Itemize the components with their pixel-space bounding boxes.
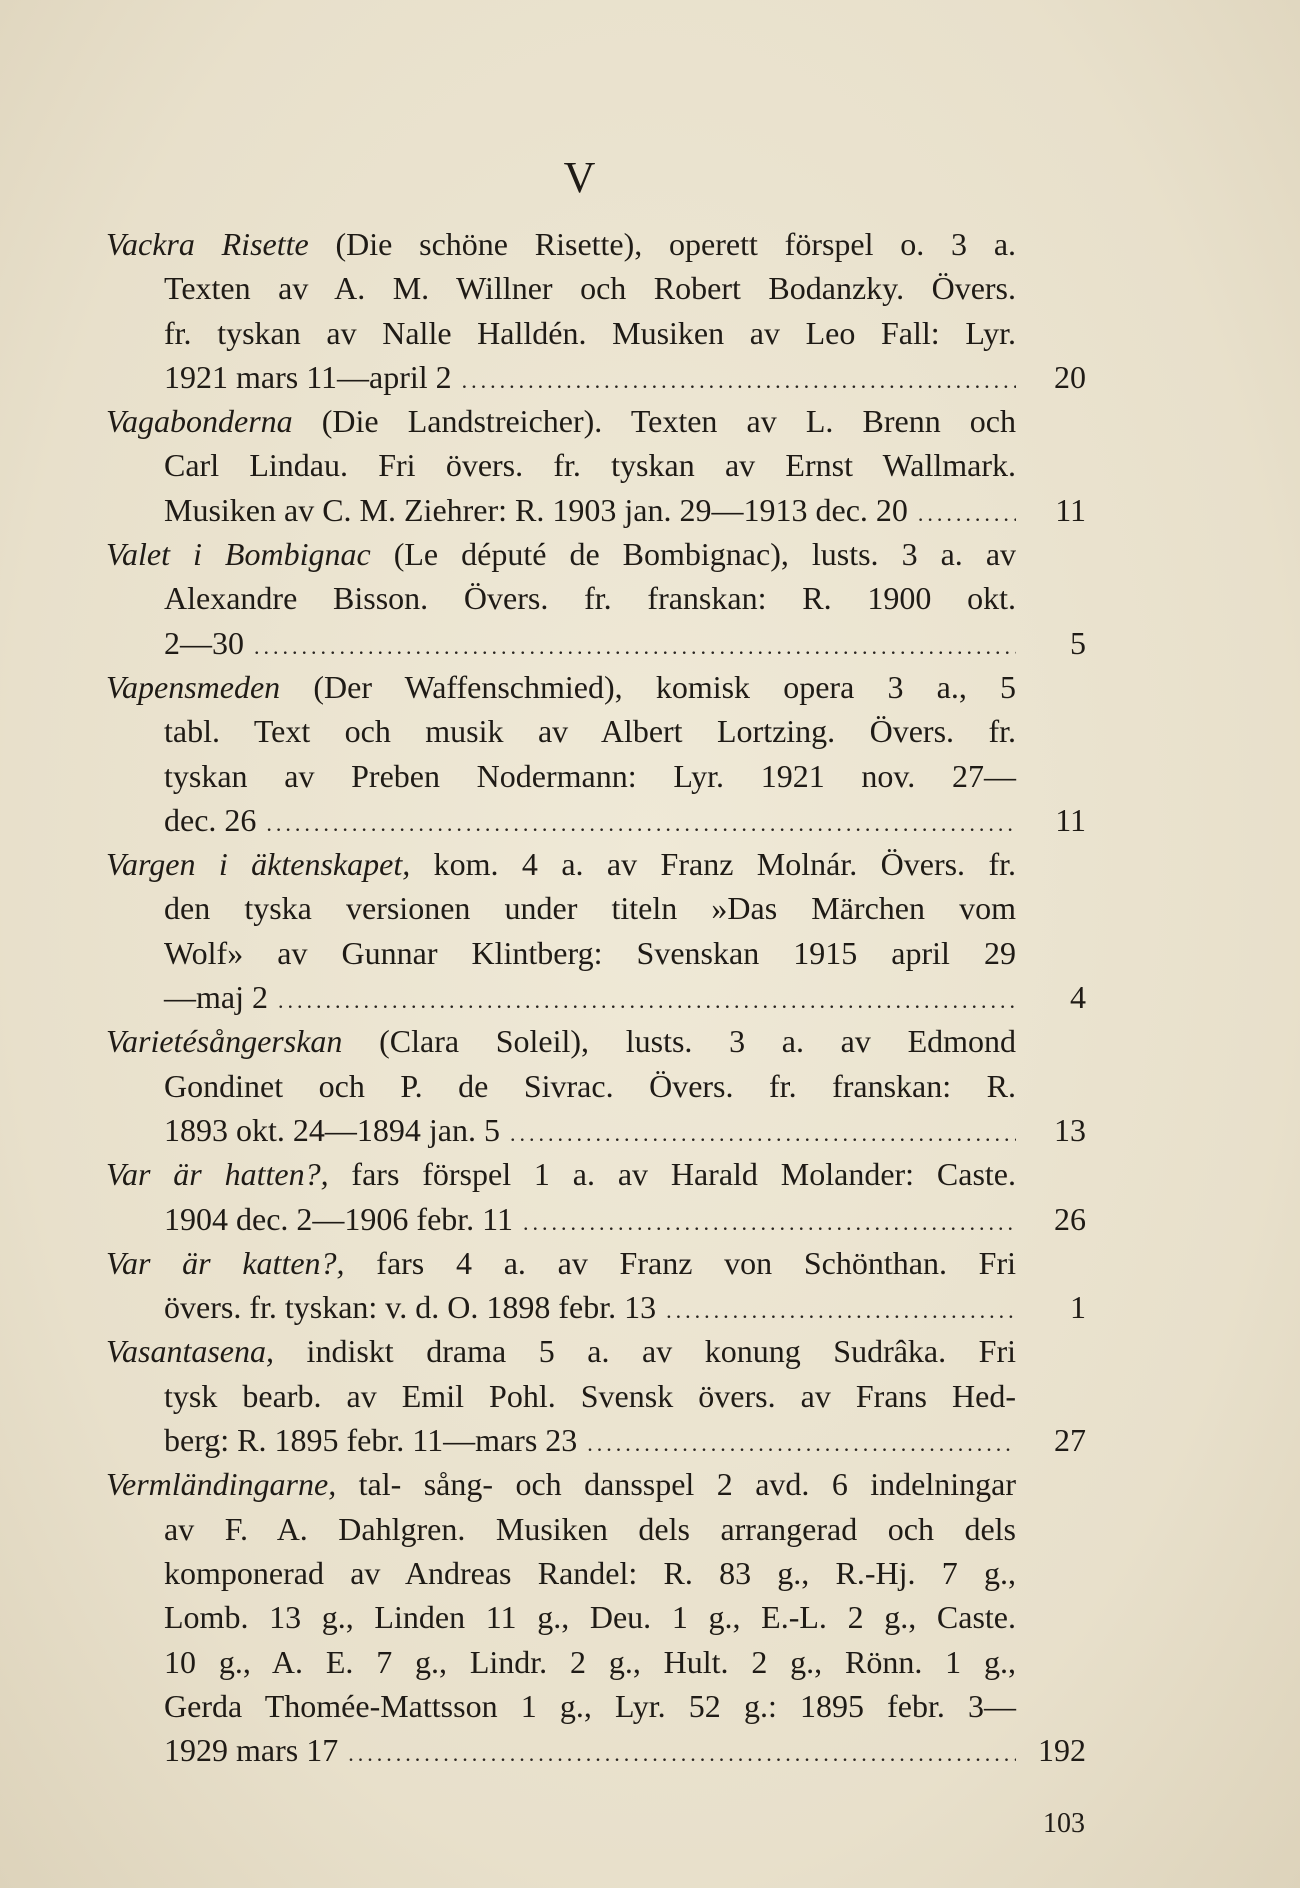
- entry-text: tysk bearb. av Emil Pohl. Svensk övers. av Frans Hed-: [164, 1377, 1016, 1414]
- entry-line-text: [164, 443, 1016, 487]
- entry-title: Valet i Bombignac: [106, 536, 371, 573]
- page-number: 103: [1043, 1808, 1085, 1839]
- entry-text: (Die Landstreicher). Texten av L. Brenn och: [321, 403, 1017, 440]
- entry-line: [106, 1152, 1086, 1196]
- entry-text: Carl Lindau. Fri övers. fr. tyskan av Ernst Wallmark.: [164, 447, 1016, 484]
- entry-line: [106, 1197, 1086, 1241]
- dot-leader: [918, 492, 1016, 536]
- entry-line: [106, 665, 1086, 709]
- performance-count: 4: [1070, 979, 1086, 1016]
- entry-line: [106, 1728, 1086, 1772]
- entry-line: [106, 1684, 1086, 1728]
- entry-text: den tyska versionen under titeln »Das Märchen vom: [164, 890, 1016, 927]
- entry-text: dec. 26: [164, 801, 257, 838]
- entry-line-text: [106, 532, 1016, 576]
- entry-text: —maj 2: [164, 979, 268, 1016]
- entry-line-text: [106, 399, 1016, 443]
- entry-line: [106, 311, 1086, 355]
- dot-leader: [266, 802, 1016, 846]
- entry-line-text: [106, 842, 1016, 886]
- entry-text: 2—30: [164, 624, 244, 661]
- entry-text: (Der Waffenschmied), komisk opera 3 a., 5: [313, 668, 1016, 705]
- entry-line-text: [164, 1595, 1016, 1639]
- entry-text: Musiken av C. M. Ziehrer: R. 1903 jan. 29—1913 dec. 20: [164, 491, 908, 528]
- dot-leader: [254, 625, 1016, 669]
- entry-line: [106, 1329, 1086, 1373]
- entry-text: tyskan av Preben Nodermann: Lyr. 1921 nov. 27—: [164, 757, 1016, 794]
- entry-text: 10 g., A. E. 7 g., Lindr. 2 g., Hult. 2 g., Rönn. 1 g.,: [164, 1643, 1016, 1680]
- entry-title: Vapensmeden: [106, 668, 281, 705]
- entry-line-text: [164, 1728, 1016, 1776]
- entry-line-text: [164, 1418, 1016, 1466]
- entry-line: [106, 576, 1086, 620]
- entry-text: Wolf» av Gunnar Klintberg: Svenskan 1915 april 29: [164, 934, 1016, 971]
- performance-count: 13: [1054, 1111, 1086, 1148]
- entry-text: fr. tyskan av Nalle Halldén. Musiken av Leo Fall: Lyr.: [164, 314, 1016, 351]
- entry-line-text: [164, 1374, 1016, 1418]
- entry-line: [106, 488, 1086, 532]
- catalog-entry: [106, 532, 1086, 665]
- catalog-entry: [106, 222, 1086, 399]
- entry-line-text: [164, 1064, 1016, 1108]
- entry-text: (Le député de Bombignac), lusts. 3 a. av: [393, 536, 1017, 573]
- entry-line-text: [106, 1019, 1016, 1063]
- entry-line-text: [164, 1684, 1016, 1728]
- entry-text: (Die schöne Risette), operett förspel o. 3 a.: [335, 226, 1017, 262]
- entry-title: Vagabonderna: [106, 403, 293, 440]
- performance-count: 26: [1054, 1200, 1086, 1237]
- entry-text: tal- sång- och dansspel 2 avd. 6 indelningar: [358, 1466, 1016, 1503]
- entry-line: [106, 621, 1086, 665]
- performance-count: 1: [1070, 1289, 1086, 1326]
- entry-line: [106, 443, 1086, 487]
- dot-leader: [587, 1422, 1016, 1466]
- entry-line-text: [164, 798, 1016, 846]
- entry-line: [106, 842, 1086, 886]
- entry-text: fars 4 a. av Franz von Schönthan. Fri: [376, 1244, 1017, 1281]
- entry-text: 1904 dec. 2—1906 febr. 11: [164, 1200, 513, 1237]
- entry-line: [106, 266, 1086, 310]
- entry-line-text: [164, 1551, 1016, 1595]
- entry-line-text: [164, 1640, 1016, 1684]
- entry-line-text: [164, 975, 1016, 1023]
- entry-line-text: [164, 621, 1016, 669]
- performance-count: 27: [1054, 1422, 1086, 1459]
- entry-text: (Clara Soleil), lusts. 3 a. av Edmond: [379, 1023, 1017, 1060]
- entry-line: [106, 1595, 1086, 1639]
- catalog-entry: [106, 399, 1086, 532]
- entry-text: Gerda Thomée-Mattsson 1 g., Lyr. 52 g.: 1895 febr. 3—: [164, 1687, 1016, 1724]
- entry-line: [106, 1019, 1086, 1063]
- entry-line-text: [164, 576, 1016, 620]
- entry-line: [106, 399, 1086, 443]
- entry-line-text: [164, 754, 1016, 798]
- dot-leader: [462, 359, 1016, 403]
- entry-line: [106, 886, 1086, 930]
- entry-line-text: [106, 1462, 1016, 1506]
- entry-line: [106, 709, 1086, 753]
- performance-count: 20: [1054, 358, 1086, 395]
- performance-count: 11: [1055, 491, 1086, 528]
- entry-line: [106, 1108, 1086, 1152]
- dot-leader: [523, 1201, 1016, 1245]
- entry-line-text: [164, 886, 1016, 930]
- catalog-entry: [106, 1019, 1086, 1152]
- entry-title: Vasantasena,: [106, 1333, 274, 1370]
- entry-line-text: [164, 311, 1016, 355]
- entry-line-text: [164, 488, 1016, 536]
- entry-line: [106, 222, 1086, 266]
- catalog-entry: [106, 1152, 1086, 1241]
- entry-line: [106, 1551, 1086, 1595]
- entry-text: indiskt drama 5 a. av konung Sudrâka. Fri: [306, 1333, 1017, 1370]
- section-letter-heading: V: [563, 153, 597, 202]
- entry-text: komponerad av Andreas Randel: R. 83 g., R.-Hj. 7 g.,: [164, 1554, 1016, 1591]
- entry-line-text: [106, 1152, 1016, 1196]
- entry-line-text: [106, 1329, 1016, 1373]
- entry-line: [106, 975, 1086, 1019]
- entry-title: Vermländingarne,: [106, 1466, 337, 1503]
- entry-line-text: [164, 709, 1016, 753]
- entry-text: 1929 mars 17: [164, 1732, 339, 1769]
- entry-line: [106, 1418, 1086, 1462]
- entry-line: [106, 931, 1086, 975]
- entry-line: [106, 532, 1086, 576]
- entry-title: Vargen i äktenskapet,: [106, 846, 411, 883]
- entry-line: [106, 1374, 1086, 1418]
- entry-text: Gondinet och P. de Sivrac. Övers. fr. franskan: R.: [164, 1067, 1016, 1104]
- entry-title: Var är katten?,: [106, 1244, 345, 1281]
- entry-text: Texten av A. M. Willner och Robert Bodanzky. Övers.: [164, 270, 1016, 307]
- entry-line-text: [164, 266, 1016, 310]
- entry-line: [106, 754, 1086, 798]
- catalog-entry: [106, 842, 1086, 1019]
- entry-line: [106, 798, 1086, 842]
- dot-leader: [510, 1112, 1016, 1156]
- entry-line: [106, 1285, 1086, 1329]
- entry-line-text: [164, 1507, 1016, 1551]
- catalog-entry: [106, 1462, 1086, 1772]
- dot-leader: [666, 1289, 1016, 1333]
- catalog-entry: [106, 1241, 1086, 1330]
- entry-title: Varietésångerskan: [106, 1023, 343, 1060]
- entry-line-text: [106, 1241, 1016, 1285]
- entry-line-text: [164, 1197, 1016, 1245]
- entry-line: [106, 1241, 1086, 1285]
- entry-text: Lomb. 13 g., Linden 11 g., Deu. 1 g., E.-L. 2 g., Caste.: [164, 1599, 1016, 1636]
- entry-line-text: [164, 1108, 1016, 1156]
- entry-title: Var är hatten?,: [106, 1156, 329, 1193]
- entry-text: tabl. Text och musik av Albert Lortzing. Övers. fr.: [164, 713, 1016, 750]
- entry-line: [106, 1507, 1086, 1551]
- entry-text: övers. fr. tyskan: v. d. O. 1898 febr. 13: [164, 1289, 657, 1326]
- entry-text: av F. A. Dahlgren. Musiken dels arrangerad och dels: [164, 1510, 1016, 1547]
- entry-line: [106, 1462, 1086, 1506]
- entry-text: kom. 4 a. av Franz Molnár. Övers. fr.: [433, 846, 1017, 883]
- entry-line-text: [106, 222, 1016, 266]
- dot-leader: [348, 1732, 1016, 1776]
- entry-line: [106, 355, 1086, 399]
- catalog-entry: [106, 665, 1086, 842]
- entry-title: Vackra Risette: [106, 226, 309, 262]
- catalog-entry: [106, 1329, 1086, 1462]
- entry-line-text: [164, 931, 1016, 975]
- entry-line-text: [106, 665, 1016, 709]
- entry-text: Alexandre Bisson. Övers. fr. franskan: R. 1900 okt.: [164, 580, 1016, 617]
- entry-line: [106, 1064, 1086, 1108]
- entry-text: 1893 okt. 24—1894 jan. 5: [164, 1111, 500, 1148]
- entry-line: [106, 1640, 1086, 1684]
- performance-count: 11: [1055, 801, 1086, 838]
- entry-text: 1921 mars 11—april 2: [164, 358, 452, 395]
- dot-leader: [278, 979, 1016, 1023]
- entry-line-text: [164, 1285, 1016, 1333]
- performance-count: 192: [1038, 1732, 1086, 1769]
- entry-text: fars förspel 1 a. av Harald Molander: Caste.: [351, 1156, 1017, 1193]
- entry-line-text: [164, 355, 1016, 403]
- performance-count: 5: [1070, 624, 1086, 661]
- entry-text: berg: R. 1895 febr. 11—mars 23: [164, 1422, 578, 1459]
- entry-list: [106, 222, 1086, 1772]
